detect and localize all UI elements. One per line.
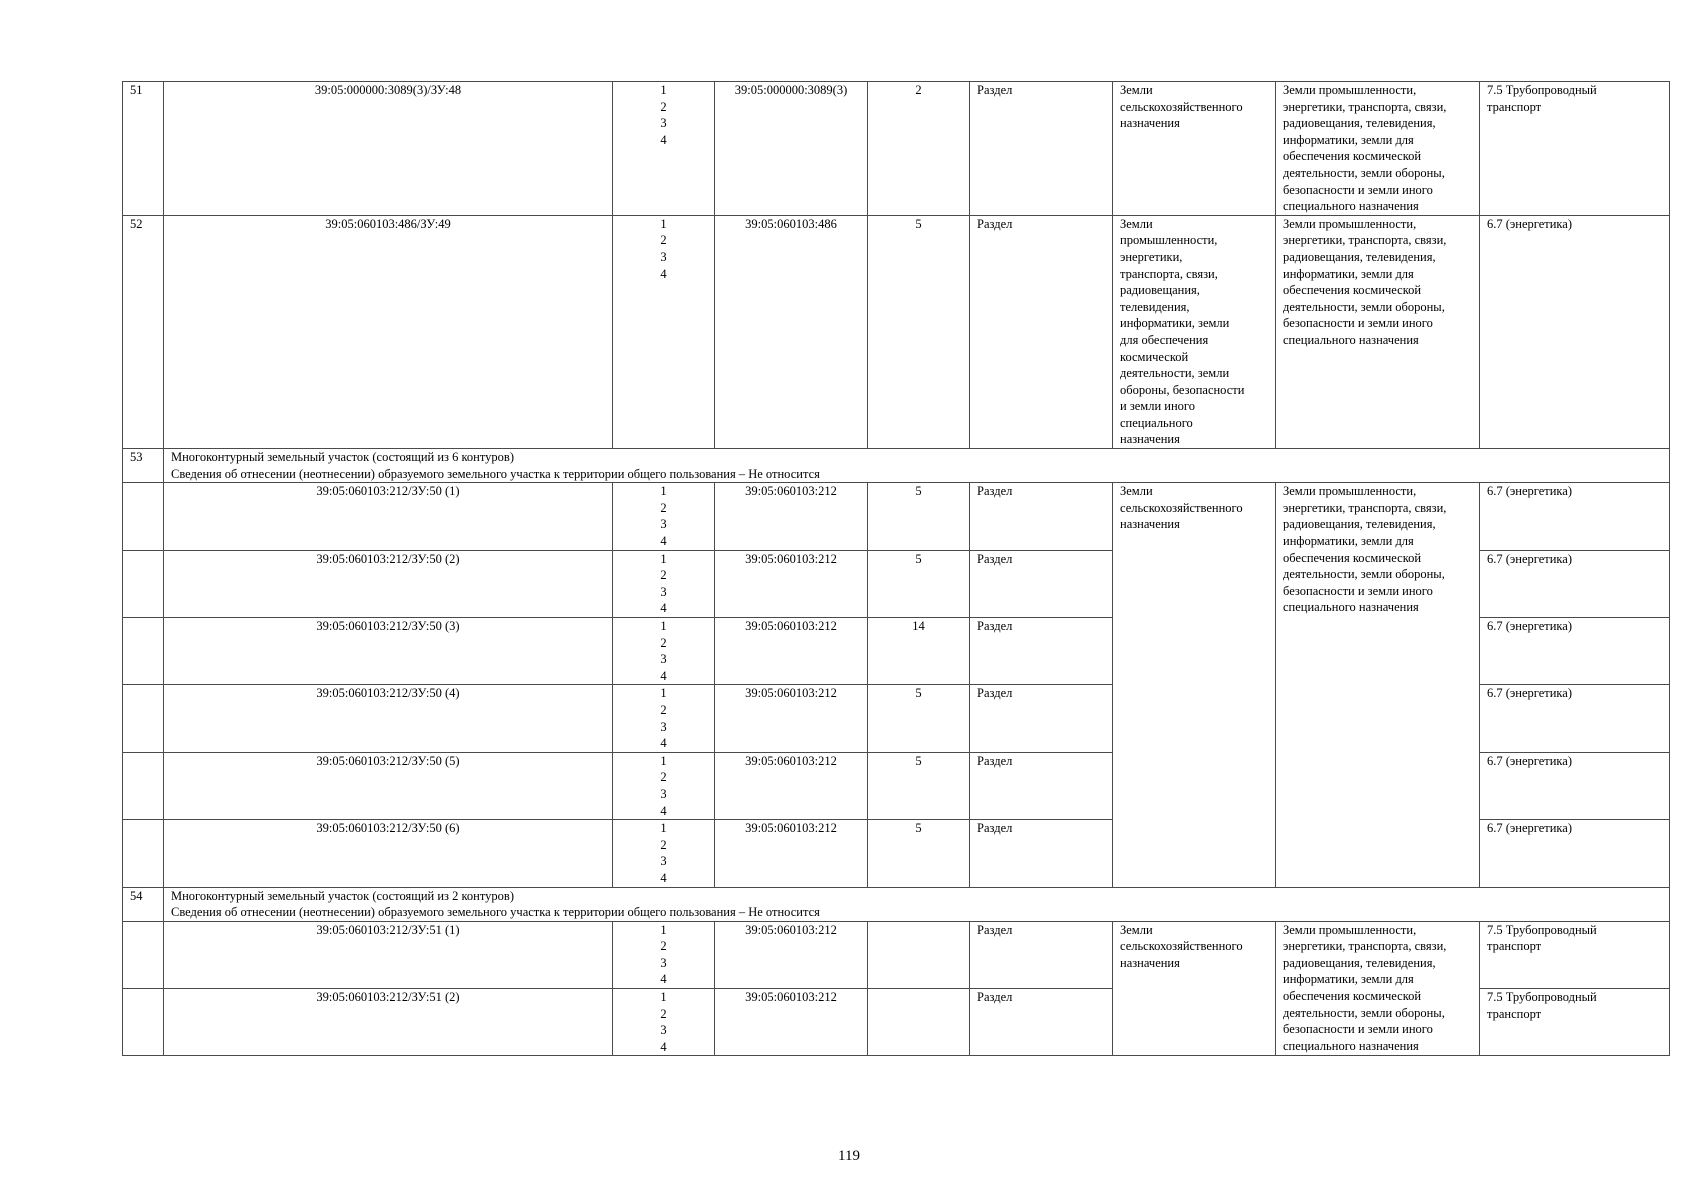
point-number: 2: [660, 702, 667, 717]
text-line: Земли: [1120, 83, 1153, 97]
table-row: [123, 921, 1670, 988]
group-title: Многоконтурный земельный участок (состоящий из 2 контуров): [171, 888, 514, 903]
point-number: 1: [660, 990, 667, 1005]
point-number: 1: [660, 821, 667, 836]
plot-designation: 39:05:060103:212/ЗУ:50 (5): [164, 752, 613, 819]
permitted-use: 6.7 (энергетика): [1480, 550, 1670, 617]
text-line: деятельности, земли обороны,: [1283, 1005, 1445, 1020]
text-line: информатики, земли для: [1283, 534, 1414, 549]
plot-designation: 39:05:060103:212/ЗУ:50 (1): [164, 483, 613, 550]
formation-method: Раздел: [970, 618, 1113, 685]
text-line: и земли иного: [1120, 399, 1195, 414]
plot-area: 5: [868, 483, 970, 550]
text-line: 7.5 Трубопроводный: [1487, 922, 1597, 937]
point-numbers: [613, 550, 715, 617]
point-number: 4: [660, 1039, 667, 1054]
text-line: сельскохозяйственного: [1120, 500, 1243, 515]
text-line: деятельности, земли: [1120, 366, 1230, 381]
land-plots-table: [122, 81, 1670, 1056]
plot-area: 5: [868, 820, 970, 887]
source-cadastral-number: 39:05:060103:212: [715, 550, 868, 617]
row-number-empty: [123, 921, 164, 988]
row-number: 51: [123, 82, 164, 216]
point-number: 4: [660, 132, 667, 147]
land-category: [1113, 921, 1276, 1056]
text-line: деятельности, земли обороны,: [1283, 299, 1445, 314]
point-number: 1: [660, 216, 667, 231]
text-line: Земли промышленности,: [1283, 216, 1417, 231]
table-row: [123, 483, 1670, 550]
text-line: транспорта, связи,: [1120, 266, 1218, 281]
point-number: 3: [660, 719, 667, 734]
point-numbers: [613, 820, 715, 887]
land-category: [1113, 82, 1276, 216]
text-line: энергетики, транспорта, связи,: [1283, 99, 1447, 114]
text-line: специального назначения: [1283, 1038, 1419, 1053]
point-number: 1: [660, 922, 667, 937]
group-note: Сведения об отнесении (неотнесении) образуемого земельного участка к территории общего пользования – Не относится: [171, 466, 820, 481]
text-line: обеспечения космической: [1283, 550, 1422, 565]
point-number: 1: [660, 83, 667, 97]
text-line: деятельности, земли обороны,: [1283, 567, 1445, 582]
land-category: [1113, 215, 1276, 448]
point-numbers: [613, 989, 715, 1056]
permitted-use: 6.7 (энергетика): [1480, 618, 1670, 685]
text-line: радиовещания,: [1120, 283, 1200, 298]
text-line: энергетики, транспорта, связи,: [1283, 500, 1447, 515]
plot-designation: 39:05:060103:212/ЗУ:50 (2): [164, 550, 613, 617]
text-line: радиовещания, телевидения,: [1283, 116, 1436, 131]
group-note: Сведения об отнесении (неотнесении) образуемого земельного участка к территории общего пользования – Не относится: [171, 905, 820, 920]
page-number: 119: [838, 1148, 860, 1164]
text-line: 7.5 Трубопроводный: [1487, 990, 1597, 1005]
point-number: 2: [660, 635, 667, 650]
point-number: 4: [660, 534, 667, 549]
text-line: назначения: [1120, 517, 1180, 532]
text-line: обеспечения космической: [1283, 283, 1422, 298]
text-line: информатики, земли: [1120, 316, 1230, 331]
group-title: Многоконтурный земельный участок (состоящий из 6 контуров): [171, 450, 514, 465]
plot-area: 5: [868, 685, 970, 752]
plot-designation: 39:05:000000:3089(3)/ЗУ:48: [164, 82, 613, 216]
plot-designation: 39:05:060103:212/ЗУ:50 (3): [164, 618, 613, 685]
point-numbers: [613, 82, 715, 216]
point-number: 3: [660, 1023, 667, 1038]
formation-method: Раздел: [970, 685, 1113, 752]
text-line: обеспечения космической: [1283, 989, 1422, 1004]
text-line: безопасности и земли иного: [1283, 583, 1433, 598]
point-number: 4: [660, 668, 667, 683]
text-line: деятельности, земли обороны,: [1283, 165, 1445, 180]
permitted-use: 6.7 (энергетика): [1480, 820, 1670, 887]
text-line: энергетики, транспорта, связи,: [1283, 939, 1447, 954]
formation-method: Раздел: [970, 483, 1113, 550]
point-number: 3: [660, 652, 667, 667]
text-line: обеспечения космической: [1283, 149, 1422, 164]
point-number: 3: [660, 584, 667, 599]
text-line: 7.5 Трубопроводный: [1487, 83, 1597, 97]
point-number: 3: [660, 854, 667, 869]
point-number: 4: [660, 736, 667, 751]
point-numbers: [613, 921, 715, 988]
new-land-category: [1276, 82, 1480, 216]
plot-designation: 39:05:060103:212/ЗУ:50 (4): [164, 685, 613, 752]
text-line: для обеспечения: [1120, 332, 1209, 347]
point-numbers: [613, 752, 715, 819]
permitted-use: 6.7 (энергетика): [1480, 752, 1670, 819]
text-line: безопасности и земли иного: [1283, 316, 1433, 331]
land-category: [1113, 483, 1276, 887]
source-cadastral-number: 39:05:060103:212: [715, 921, 868, 988]
plot-designation: 39:05:060103:486/ЗУ:49: [164, 215, 613, 448]
group-description: [164, 449, 1670, 483]
plot-designation: 39:05:060103:212/ЗУ:50 (6): [164, 820, 613, 887]
point-number: 4: [660, 870, 667, 885]
text-line: космической: [1120, 349, 1189, 364]
source-cadastral-number: 39:05:060103:212: [715, 989, 868, 1056]
permitted-use: [1480, 215, 1670, 448]
source-cadastral-number: 39:05:060103:212: [715, 820, 868, 887]
point-number: 2: [660, 500, 667, 515]
text-line: Земли промышленности,: [1283, 922, 1417, 937]
permitted-use: 6.7 (энергетика): [1480, 483, 1670, 550]
point-number: 1: [660, 484, 667, 499]
table-row: [123, 215, 1670, 448]
plot-designation: 39:05:060103:212/ЗУ:51 (2): [164, 989, 613, 1056]
text-line: безопасности и земли иного: [1283, 182, 1433, 197]
text-line: сельскохозяйственного: [1120, 99, 1243, 114]
point-number: 1: [660, 619, 667, 633]
point-number: 3: [660, 249, 667, 264]
text-line: радиовещания, телевидения,: [1283, 249, 1436, 264]
point-number: 3: [660, 517, 667, 532]
row-number: 54: [123, 887, 164, 921]
text-line: назначения: [1120, 955, 1180, 970]
text-line: транспорт: [1487, 99, 1542, 114]
point-number: 4: [660, 972, 667, 987]
point-number: 2: [660, 99, 667, 114]
point-number: 2: [660, 770, 667, 785]
text-line: безопасности и земли иного: [1283, 1022, 1433, 1037]
text-line: энергетики,: [1120, 249, 1183, 264]
text-line: назначения: [1120, 116, 1180, 131]
text-line: энергетики, транспорта, связи,: [1283, 233, 1447, 248]
point-numbers: [613, 618, 715, 685]
plot-designation: 39:05:060103:212/ЗУ:51 (1): [164, 921, 613, 988]
plot-area: 2: [868, 82, 970, 216]
point-number: 2: [660, 939, 667, 954]
text-line: Земли промышленности,: [1283, 83, 1417, 97]
permitted-use: 6.7 (энергетика): [1480, 685, 1670, 752]
source-cadastral-number: 39:05:000000:3089(3): [715, 82, 868, 216]
plot-area: [868, 989, 970, 1056]
row-number-empty: [123, 685, 164, 752]
text-line: специального назначения: [1283, 332, 1419, 347]
row-number-empty: [123, 989, 164, 1056]
plot-area: 14: [868, 618, 970, 685]
row-number-empty: [123, 618, 164, 685]
formation-method: Раздел: [970, 752, 1113, 819]
point-number: 1: [660, 686, 667, 701]
permitted-use: [1480, 82, 1670, 216]
text-line: информатики, земли для: [1283, 972, 1414, 987]
row-number-empty: [123, 483, 164, 550]
formation-method: Раздел: [970, 82, 1113, 216]
point-number: 2: [660, 837, 667, 852]
group-header-row: [123, 887, 1670, 921]
text-line: транспорт: [1487, 939, 1542, 954]
plot-area: 5: [868, 215, 970, 448]
text-line: обороны, безопасности: [1120, 382, 1245, 397]
text-line: промышленности,: [1120, 233, 1218, 248]
text-line: Земли: [1120, 484, 1153, 499]
source-cadastral-number: 39:05:060103:212: [715, 685, 868, 752]
source-cadastral-number: 39:05:060103:486: [715, 215, 868, 448]
formation-method: Раздел: [970, 989, 1113, 1056]
source-cadastral-number: 39:05:060103:212: [715, 483, 868, 550]
point-number: 4: [660, 601, 667, 616]
point-number: 4: [660, 266, 667, 281]
source-cadastral-number: 39:05:060103:212: [715, 752, 868, 819]
new-land-category: [1276, 921, 1480, 1056]
row-number-empty: [123, 820, 164, 887]
formation-method: Раздел: [970, 215, 1113, 448]
point-number: 3: [660, 955, 667, 970]
group-description: [164, 887, 1670, 921]
point-number: 2: [660, 1006, 667, 1021]
text-line: радиовещания, телевидения,: [1283, 955, 1436, 970]
formation-method: Раздел: [970, 550, 1113, 617]
point-numbers: [613, 685, 715, 752]
text-line: специального: [1120, 415, 1193, 430]
point-numbers: [613, 215, 715, 448]
group-header-row: [123, 449, 1670, 483]
text-line: специального назначения: [1283, 199, 1419, 214]
text-line: радиовещания, телевидения,: [1283, 517, 1436, 532]
text-line: транспорт: [1487, 1006, 1542, 1021]
formation-method: Раздел: [970, 921, 1113, 988]
row-number: 53: [123, 449, 164, 483]
point-number: 2: [660, 568, 667, 583]
text-line: назначения: [1120, 432, 1180, 447]
plot-area: 5: [868, 550, 970, 617]
row-number: 52: [123, 215, 164, 448]
text-line: Земли промышленности,: [1283, 484, 1417, 499]
table-row: [123, 82, 1670, 216]
point-number: 1: [660, 753, 667, 768]
point-number: 4: [660, 803, 667, 818]
new-land-category: [1276, 483, 1480, 887]
row-number-empty: [123, 550, 164, 617]
point-number: 1: [660, 551, 667, 566]
text-line: информатики, земли для: [1283, 132, 1414, 147]
formation-method: Раздел: [970, 820, 1113, 887]
permitted-use: [1480, 989, 1670, 1056]
source-cadastral-number: 39:05:060103:212: [715, 618, 868, 685]
permitted-use: [1480, 921, 1670, 988]
text-line: Земли: [1120, 216, 1153, 231]
text-line: телевидения,: [1120, 299, 1190, 314]
text-line: сельскохозяйственного: [1120, 939, 1243, 954]
plot-area: 5: [868, 752, 970, 819]
plot-area: [868, 921, 970, 988]
text-line: 6.7 (энергетика): [1487, 216, 1573, 231]
point-number: 3: [660, 116, 667, 131]
point-numbers: [613, 483, 715, 550]
new-land-category: [1276, 215, 1480, 448]
point-number: 3: [660, 786, 667, 801]
text-line: информатики, земли для: [1283, 266, 1414, 281]
row-number-empty: [123, 752, 164, 819]
point-number: 2: [660, 233, 667, 248]
text-line: специального назначения: [1283, 600, 1419, 615]
text-line: Земли: [1120, 922, 1153, 937]
